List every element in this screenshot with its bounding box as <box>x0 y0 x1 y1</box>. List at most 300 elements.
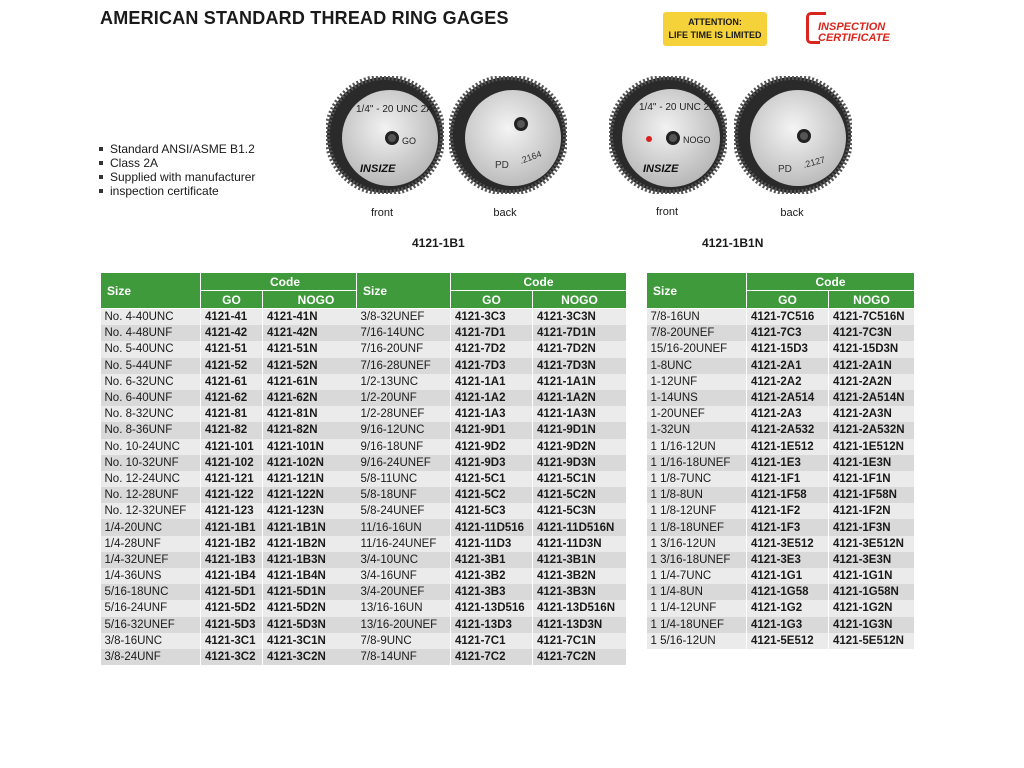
go-code-cell: 4121-3E3 <box>747 552 829 568</box>
size-cell: No. 4-48UNF <box>101 325 201 341</box>
nogo-code-cell: 4121-101N <box>263 439 370 455</box>
go-code-cell: 4121-3C3 <box>451 309 533 326</box>
size-cell: 7/8-20UNEF <box>647 325 747 341</box>
go-code-cell: 4121-41 <box>201 309 263 326</box>
go-code-cell: 4121-3E512 <box>747 536 829 552</box>
nogo-code-cell: 4121-7C2N <box>533 649 627 665</box>
nogo-code-cell: 4121-1A1N <box>533 374 627 390</box>
go-code-cell: 4121-13D516 <box>451 600 533 616</box>
go-code-cell: 4121-1G2 <box>747 600 829 616</box>
size-cell: 7/8-14UNF <box>357 649 451 665</box>
size-cell: 13/16-16UN <box>357 600 451 616</box>
table-row <box>357 600 627 616</box>
go-code-cell: 4121-1E512 <box>747 439 829 455</box>
table-row <box>101 341 370 357</box>
go-code-cell: 4121-1F3 <box>747 519 829 535</box>
size-cell: 3/4-20UNEF <box>357 584 451 600</box>
table-row <box>357 422 627 438</box>
go-code-cell: 4121-9D1 <box>451 422 533 438</box>
go-code-cell: 4121-15D3 <box>747 341 829 357</box>
table-row <box>647 600 915 616</box>
table-row <box>647 406 915 422</box>
brand-text: INSIZE <box>360 163 396 175</box>
go-code-cell: 4121-1A1 <box>451 374 533 390</box>
table-row <box>101 536 370 552</box>
size-cell: 15/16-20UNEF <box>647 341 747 357</box>
go-code-cell: 4121-7C3 <box>747 325 829 341</box>
table-row <box>101 617 370 633</box>
nogo-code-cell: 4121-1A2N <box>533 390 627 406</box>
table-row <box>647 358 915 374</box>
table-row <box>647 309 915 326</box>
size-cell: No. 5-40UNC <box>101 341 201 357</box>
size-cell: 7/16-20UNF <box>357 341 451 357</box>
go-back-pd-value: .2164 <box>518 148 543 166</box>
nogo-code-cell: 4121-1E512N <box>829 439 915 455</box>
nogo-code-cell: 4121-5C2N <box>533 487 627 503</box>
size-cell: 3/4-10UNC <box>357 552 451 568</box>
nogo-code-cell: 4121-13D3N <box>533 617 627 633</box>
nogo-code-cell: 4121-1G58N <box>829 584 915 600</box>
feature-list <box>98 142 255 198</box>
size-cell: No. 12-28UNF <box>101 487 201 503</box>
table-row <box>357 584 627 600</box>
go-code-cell: 4121-7C2 <box>451 649 533 665</box>
go-code-cell: 4121-121 <box>201 471 263 487</box>
nogo-code-cell: 4121-5E512N <box>829 633 915 649</box>
nogo-code-cell: 4121-3B2N <box>533 568 627 584</box>
go-code-cell: 4121-1B2 <box>201 536 263 552</box>
nogo-code-cell: 4121-2A1N <box>829 358 915 374</box>
size-cell: 7/16-14UNC <box>357 325 451 341</box>
size-cell: No. 10-32UNF <box>101 455 201 471</box>
nogo-code-cell: 4121-2A514N <box>829 390 915 406</box>
nogo-code-cell: 4121-123N <box>263 503 370 519</box>
nogo-back-label: back <box>780 207 804 219</box>
size-cell: 5/16-24UNF <box>101 600 201 616</box>
nogo-code-cell: 4121-1G3N <box>829 617 915 633</box>
go-gage-front-image <box>326 76 444 194</box>
nogo-code-cell: 4121-81N <box>263 406 370 422</box>
nogo-back-pd-label: PD <box>778 164 792 175</box>
size-header: Size <box>647 273 747 309</box>
go-code-cell: 4121-51 <box>201 341 263 357</box>
nogo-header: NOGO <box>263 291 370 309</box>
go-code-cell: 4121-5E512 <box>747 633 829 649</box>
nogo-gage-back-image <box>734 76 852 194</box>
table-row <box>357 358 627 374</box>
attention-line2: LIFE TIME IS LIMITED <box>668 30 762 40</box>
nogo-code-cell: 4121-2A532N <box>829 422 915 438</box>
nogo-code-cell: 4121-2A2N <box>829 374 915 390</box>
page-title: AMERICAN STANDARD THREAD RING GAGES <box>100 8 509 28</box>
nogo-code-cell: 4121-1E3N <box>829 455 915 471</box>
table-row <box>101 487 370 503</box>
table-row <box>357 617 627 633</box>
go-back-label: back <box>493 207 517 219</box>
size-cell: 1-14UNS <box>647 390 747 406</box>
go-code-cell: 4121-2A532 <box>747 422 829 438</box>
table-row <box>101 439 370 455</box>
table-row <box>101 325 370 341</box>
size-header: Size <box>357 273 451 309</box>
table-row <box>357 552 627 568</box>
table-row <box>357 568 627 584</box>
table-row <box>101 633 370 649</box>
size-cell: 1 1/4-8UN <box>647 584 747 600</box>
nogo-code-cell: 4121-1B3N <box>263 552 370 568</box>
size-cell: 1 1/4-7UNC <box>647 568 747 584</box>
go-code-cell: 4121-1G1 <box>747 568 829 584</box>
go-code-cell: 4121-1F2 <box>747 503 829 519</box>
size-cell: No. 6-40UNF <box>101 390 201 406</box>
nogo-code-cell: 4121-9D3N <box>533 455 627 471</box>
go-code-cell: 4121-7C1 <box>451 633 533 649</box>
table-row <box>101 390 370 406</box>
size-code-table <box>100 272 370 665</box>
table-row <box>357 374 627 390</box>
size-cell: 1/4-32UNEF <box>101 552 201 568</box>
size-cell: No. 12-32UNEF <box>101 503 201 519</box>
size-cell: 7/8-9UNC <box>357 633 451 649</box>
size-cell: 1/2-13UNC <box>357 374 451 390</box>
size-cell: 3/8-24UNF <box>101 649 201 665</box>
go-gage-front-text: 1/4" - 20 UNC 2A <box>356 104 433 115</box>
table-row <box>101 422 370 438</box>
table-row <box>357 519 627 535</box>
size-cell: 1-12UNF <box>647 374 747 390</box>
table-row <box>647 519 915 535</box>
size-cell: 3/4-16UNF <box>357 568 451 584</box>
table-row <box>647 341 915 357</box>
size-cell: 1 1/8-8UN <box>647 487 747 503</box>
nogo-gage-front-image <box>609 76 727 194</box>
nogo-code-cell: 4121-7D1N <box>533 325 627 341</box>
go-code-cell: 4121-42 <box>201 325 263 341</box>
nogo-code-cell: 4121-15D3N <box>829 341 915 357</box>
nogo-code-cell: 4121-1F2N <box>829 503 915 519</box>
code-header: Code <box>747 273 915 291</box>
certificate-line2: CERTIFICATE <box>818 32 890 44</box>
table-row <box>101 568 370 584</box>
size-cell: 3/8-32UNEF <box>357 309 451 326</box>
size-cell: 9/16-12UNC <box>357 422 451 438</box>
go-code-cell: 4121-61 <box>201 374 263 390</box>
table-row <box>647 568 915 584</box>
size-cell: 1/2-20UNF <box>357 390 451 406</box>
table-row <box>357 536 627 552</box>
table-row <box>647 633 915 649</box>
size-cell: 1 1/16-12UN <box>647 439 747 455</box>
go-code-cell: 4121-2A514 <box>747 390 829 406</box>
size-cell: 1 1/8-12UNF <box>647 503 747 519</box>
go-code-cell: 4121-7D3 <box>451 358 533 374</box>
table-row <box>357 341 627 357</box>
nogo-code-cell: 4121-7D3N <box>533 358 627 374</box>
go-code-cell: 4121-5C1 <box>451 471 533 487</box>
nogo-back-pd-value: .2127 <box>801 154 827 170</box>
go-code-cell: 4121-11D3 <box>451 536 533 552</box>
table-row <box>647 487 915 503</box>
size-cell: 7/8-16UN <box>647 309 747 326</box>
table-row <box>647 374 915 390</box>
table-row <box>357 487 627 503</box>
size-cell: 1/2-28UNEF <box>357 406 451 422</box>
table-row <box>101 649 370 665</box>
size-cell: No. 8-36UNF <box>101 422 201 438</box>
go-code-cell: 4121-7D2 <box>451 341 533 357</box>
size-cell: No. 5-44UNF <box>101 358 201 374</box>
go-mark: GO <box>402 136 417 146</box>
table-row <box>647 584 915 600</box>
go-header: GO <box>451 291 533 309</box>
size-cell: 1 3/16-18UNEF <box>647 552 747 568</box>
size-code-table <box>646 272 915 649</box>
go-code-cell: 4121-3B1 <box>451 552 533 568</box>
nogo-code-cell: 4121-11D516N <box>533 519 627 535</box>
nogo-code-cell: 4121-3C3N <box>533 309 627 326</box>
feature-item: Standard ANSI/ASME B1.2 <box>98 142 255 156</box>
nogo-code-cell: 4121-3C1N <box>263 633 370 649</box>
size-cell: 1 5/16-12UN <box>647 633 747 649</box>
size-cell: 1 3/16-12UN <box>647 536 747 552</box>
nogo-code-cell: 4121-3B3N <box>533 584 627 600</box>
go-header: GO <box>747 291 829 309</box>
size-cell: 9/16-18UNF <box>357 439 451 455</box>
go-code-cell: 4121-5C2 <box>451 487 533 503</box>
size-cell: 1/4-20UNC <box>101 519 201 535</box>
nogo-code-cell: 4121-13D516N <box>533 600 627 616</box>
nogo-code-cell: 4121-1F58N <box>829 487 915 503</box>
table-row <box>357 455 627 471</box>
size-cell: 5/8-24UNEF <box>357 503 451 519</box>
size-cell: No. 10-24UNC <box>101 439 201 455</box>
nogo-header: NOGO <box>829 291 915 309</box>
nogo-code-cell: 4121-51N <box>263 341 370 357</box>
size-cell: 1 1/16-18UNEF <box>647 455 747 471</box>
table-row <box>101 552 370 568</box>
go-front-label: front <box>370 207 393 219</box>
table-row <box>357 439 627 455</box>
go-code-cell: 4121-2A3 <box>747 406 829 422</box>
brand-text: INSIZE <box>643 163 679 175</box>
nogo-mark: NOGO <box>683 135 711 145</box>
nogo-code-cell: 4121-5C1N <box>533 471 627 487</box>
go-code-cell: 4121-5D1 <box>201 584 263 600</box>
table-row <box>647 617 915 633</box>
size-cell: No. 4-40UNC <box>101 309 201 326</box>
nogo-code-cell: 4121-1B4N <box>263 568 370 584</box>
size-cell: 3/8-16UNC <box>101 633 201 649</box>
size-cell: 1 1/8-18UNEF <box>647 519 747 535</box>
size-cell: 1 1/8-7UNC <box>647 471 747 487</box>
table-row <box>647 325 915 341</box>
nogo-code-cell: 4121-7C516N <box>829 309 915 326</box>
nogo-code-cell: 4121-3C2N <box>263 649 370 665</box>
go-code-cell: 4121-81 <box>201 406 263 422</box>
go-code-cell: 4121-3C2 <box>201 649 263 665</box>
nogo-code-cell: 4121-1A3N <box>533 406 627 422</box>
nogo-code-cell: 4121-7C1N <box>533 633 627 649</box>
nogo-code-cell: 4121-122N <box>263 487 370 503</box>
table-row <box>647 471 915 487</box>
table-row <box>357 633 627 649</box>
code-header: Code <box>451 273 627 291</box>
model-go: 4121-1B1 <box>412 236 465 250</box>
certificate-line1: INSPECTION <box>818 21 886 33</box>
nogo-code-cell: 4121-1B1N <box>263 519 370 535</box>
nogo-header: NOGO <box>533 291 627 309</box>
go-code-cell: 4121-2A2 <box>747 374 829 390</box>
nogo-code-cell: 4121-7C3N <box>829 325 915 341</box>
go-code-cell: 4121-122 <box>201 487 263 503</box>
nogo-code-cell: 4121-61N <box>263 374 370 390</box>
go-header: GO <box>201 291 263 309</box>
size-cell: 1/4-28UNF <box>101 536 201 552</box>
size-cell: 13/16-20UNEF <box>357 617 451 633</box>
go-code-cell: 4121-1B1 <box>201 519 263 535</box>
nogo-code-cell: 4121-102N <box>263 455 370 471</box>
go-back-pd-label: PD <box>495 160 509 171</box>
nogo-code-cell: 4121-5D2N <box>263 600 370 616</box>
nogo-code-cell: 4121-1G1N <box>829 568 915 584</box>
size-cell: No. 12-24UNC <box>101 471 201 487</box>
nogo-code-cell: 4121-9D2N <box>533 439 627 455</box>
table-row <box>101 374 370 390</box>
size-cell: No. 8-32UNC <box>101 406 201 422</box>
nogo-code-cell: 4121-3B1N <box>533 552 627 568</box>
go-code-cell: 4121-1B3 <box>201 552 263 568</box>
nogo-code-cell: 4121-5D1N <box>263 584 370 600</box>
nogo-code-cell: 4121-1B2N <box>263 536 370 552</box>
size-cell: 7/16-28UNEF <box>357 358 451 374</box>
go-code-cell: 4121-1B4 <box>201 568 263 584</box>
go-code-cell: 4121-5D2 <box>201 600 263 616</box>
go-code-cell: 4121-1F1 <box>747 471 829 487</box>
table-row <box>101 503 370 519</box>
table-row <box>357 390 627 406</box>
table-row <box>647 439 915 455</box>
table-row <box>647 422 915 438</box>
size-cell: 1 1/4-18UNEF <box>647 617 747 633</box>
nogo-code-cell: 4121-1F3N <box>829 519 915 535</box>
go-code-cell: 4121-1F58 <box>747 487 829 503</box>
go-code-cell: 4121-13D3 <box>451 617 533 633</box>
table-row <box>101 584 370 600</box>
go-code-cell: 4121-9D2 <box>451 439 533 455</box>
nogo-code-cell: 4121-41N <box>263 309 370 326</box>
nogo-code-cell: 4121-5C3N <box>533 503 627 519</box>
go-code-cell: 4121-82 <box>201 422 263 438</box>
nogo-front-label: front <box>655 206 678 218</box>
table-row <box>101 471 370 487</box>
size-cell: 5/16-32UNEF <box>101 617 201 633</box>
table-row <box>647 552 915 568</box>
go-gage-back-image <box>449 76 567 194</box>
nogo-code-cell: 4121-2A3N <box>829 406 915 422</box>
go-code-cell: 4121-3B2 <box>451 568 533 584</box>
feature-item: Supplied with manufacturer <box>98 170 255 184</box>
nogo-code-cell: 4121-52N <box>263 358 370 374</box>
go-code-cell: 4121-7D1 <box>451 325 533 341</box>
table-row <box>101 358 370 374</box>
table-row <box>357 503 627 519</box>
size-cell: 5/8-11UNC <box>357 471 451 487</box>
size-cell: 1 1/4-12UNF <box>647 600 747 616</box>
table-row <box>357 471 627 487</box>
nogo-code-cell: 4121-11D3N <box>533 536 627 552</box>
red-dot-icon <box>646 136 652 142</box>
size-header: Size <box>101 273 201 309</box>
nogo-code-cell: 4121-5D3N <box>263 617 370 633</box>
nogo-code-cell: 4121-62N <box>263 390 370 406</box>
go-code-cell: 4121-102 <box>201 455 263 471</box>
table-row <box>647 455 915 471</box>
table-row <box>357 649 627 665</box>
nogo-code-cell: 4121-1G2N <box>829 600 915 616</box>
go-code-cell: 4121-9D3 <box>451 455 533 471</box>
go-code-cell: 4121-5C3 <box>451 503 533 519</box>
attention-line1: ATTENTION: <box>688 17 742 27</box>
feature-item: inspection certificate <box>98 184 255 198</box>
table-row <box>357 325 627 341</box>
size-cell: 5/16-18UNC <box>101 584 201 600</box>
table-row <box>357 406 627 422</box>
table-row <box>101 406 370 422</box>
go-code-cell: 4121-7C516 <box>747 309 829 326</box>
go-code-cell: 4121-1A3 <box>451 406 533 422</box>
size-cell: 11/16-24UNEF <box>357 536 451 552</box>
size-cell: 5/8-18UNF <box>357 487 451 503</box>
feature-item: Class 2A <box>98 156 255 170</box>
code-header: Code <box>201 273 370 291</box>
table-row <box>101 309 370 326</box>
attention-badge <box>663 12 767 46</box>
table-row <box>357 309 627 326</box>
table-row <box>101 600 370 616</box>
nogo-code-cell: 4121-42N <box>263 325 370 341</box>
size-cell: 1-8UNC <box>647 358 747 374</box>
go-code-cell: 4121-1G3 <box>747 617 829 633</box>
go-code-cell: 4121-1E3 <box>747 455 829 471</box>
model-nogo: 4121-1B1N <box>702 236 764 250</box>
inspection-certificate-logo <box>806 12 918 48</box>
nogo-code-cell: 4121-121N <box>263 471 370 487</box>
table-row <box>647 536 915 552</box>
size-cell: 1/4-36UNS <box>101 568 201 584</box>
table-row <box>647 390 915 406</box>
size-cell: 1-20UNEF <box>647 406 747 422</box>
nogo-code-cell: 4121-82N <box>263 422 370 438</box>
nogo-code-cell: 4121-7D2N <box>533 341 627 357</box>
size-cell: No. 6-32UNC <box>101 374 201 390</box>
go-code-cell: 4121-101 <box>201 439 263 455</box>
table-row <box>101 519 370 535</box>
nogo-code-cell: 4121-1F1N <box>829 471 915 487</box>
size-code-table <box>356 272 627 665</box>
go-code-cell: 4121-1G58 <box>747 584 829 600</box>
nogo-code-cell: 4121-3E3N <box>829 552 915 568</box>
go-code-cell: 4121-52 <box>201 358 263 374</box>
table-row <box>101 455 370 471</box>
go-code-cell: 4121-5D3 <box>201 617 263 633</box>
nogo-code-cell: 4121-9D1N <box>533 422 627 438</box>
go-code-cell: 4121-3B3 <box>451 584 533 600</box>
nogo-code-cell: 4121-3E512N <box>829 536 915 552</box>
table-row <box>647 503 915 519</box>
go-code-cell: 4121-123 <box>201 503 263 519</box>
go-code-cell: 4121-62 <box>201 390 263 406</box>
